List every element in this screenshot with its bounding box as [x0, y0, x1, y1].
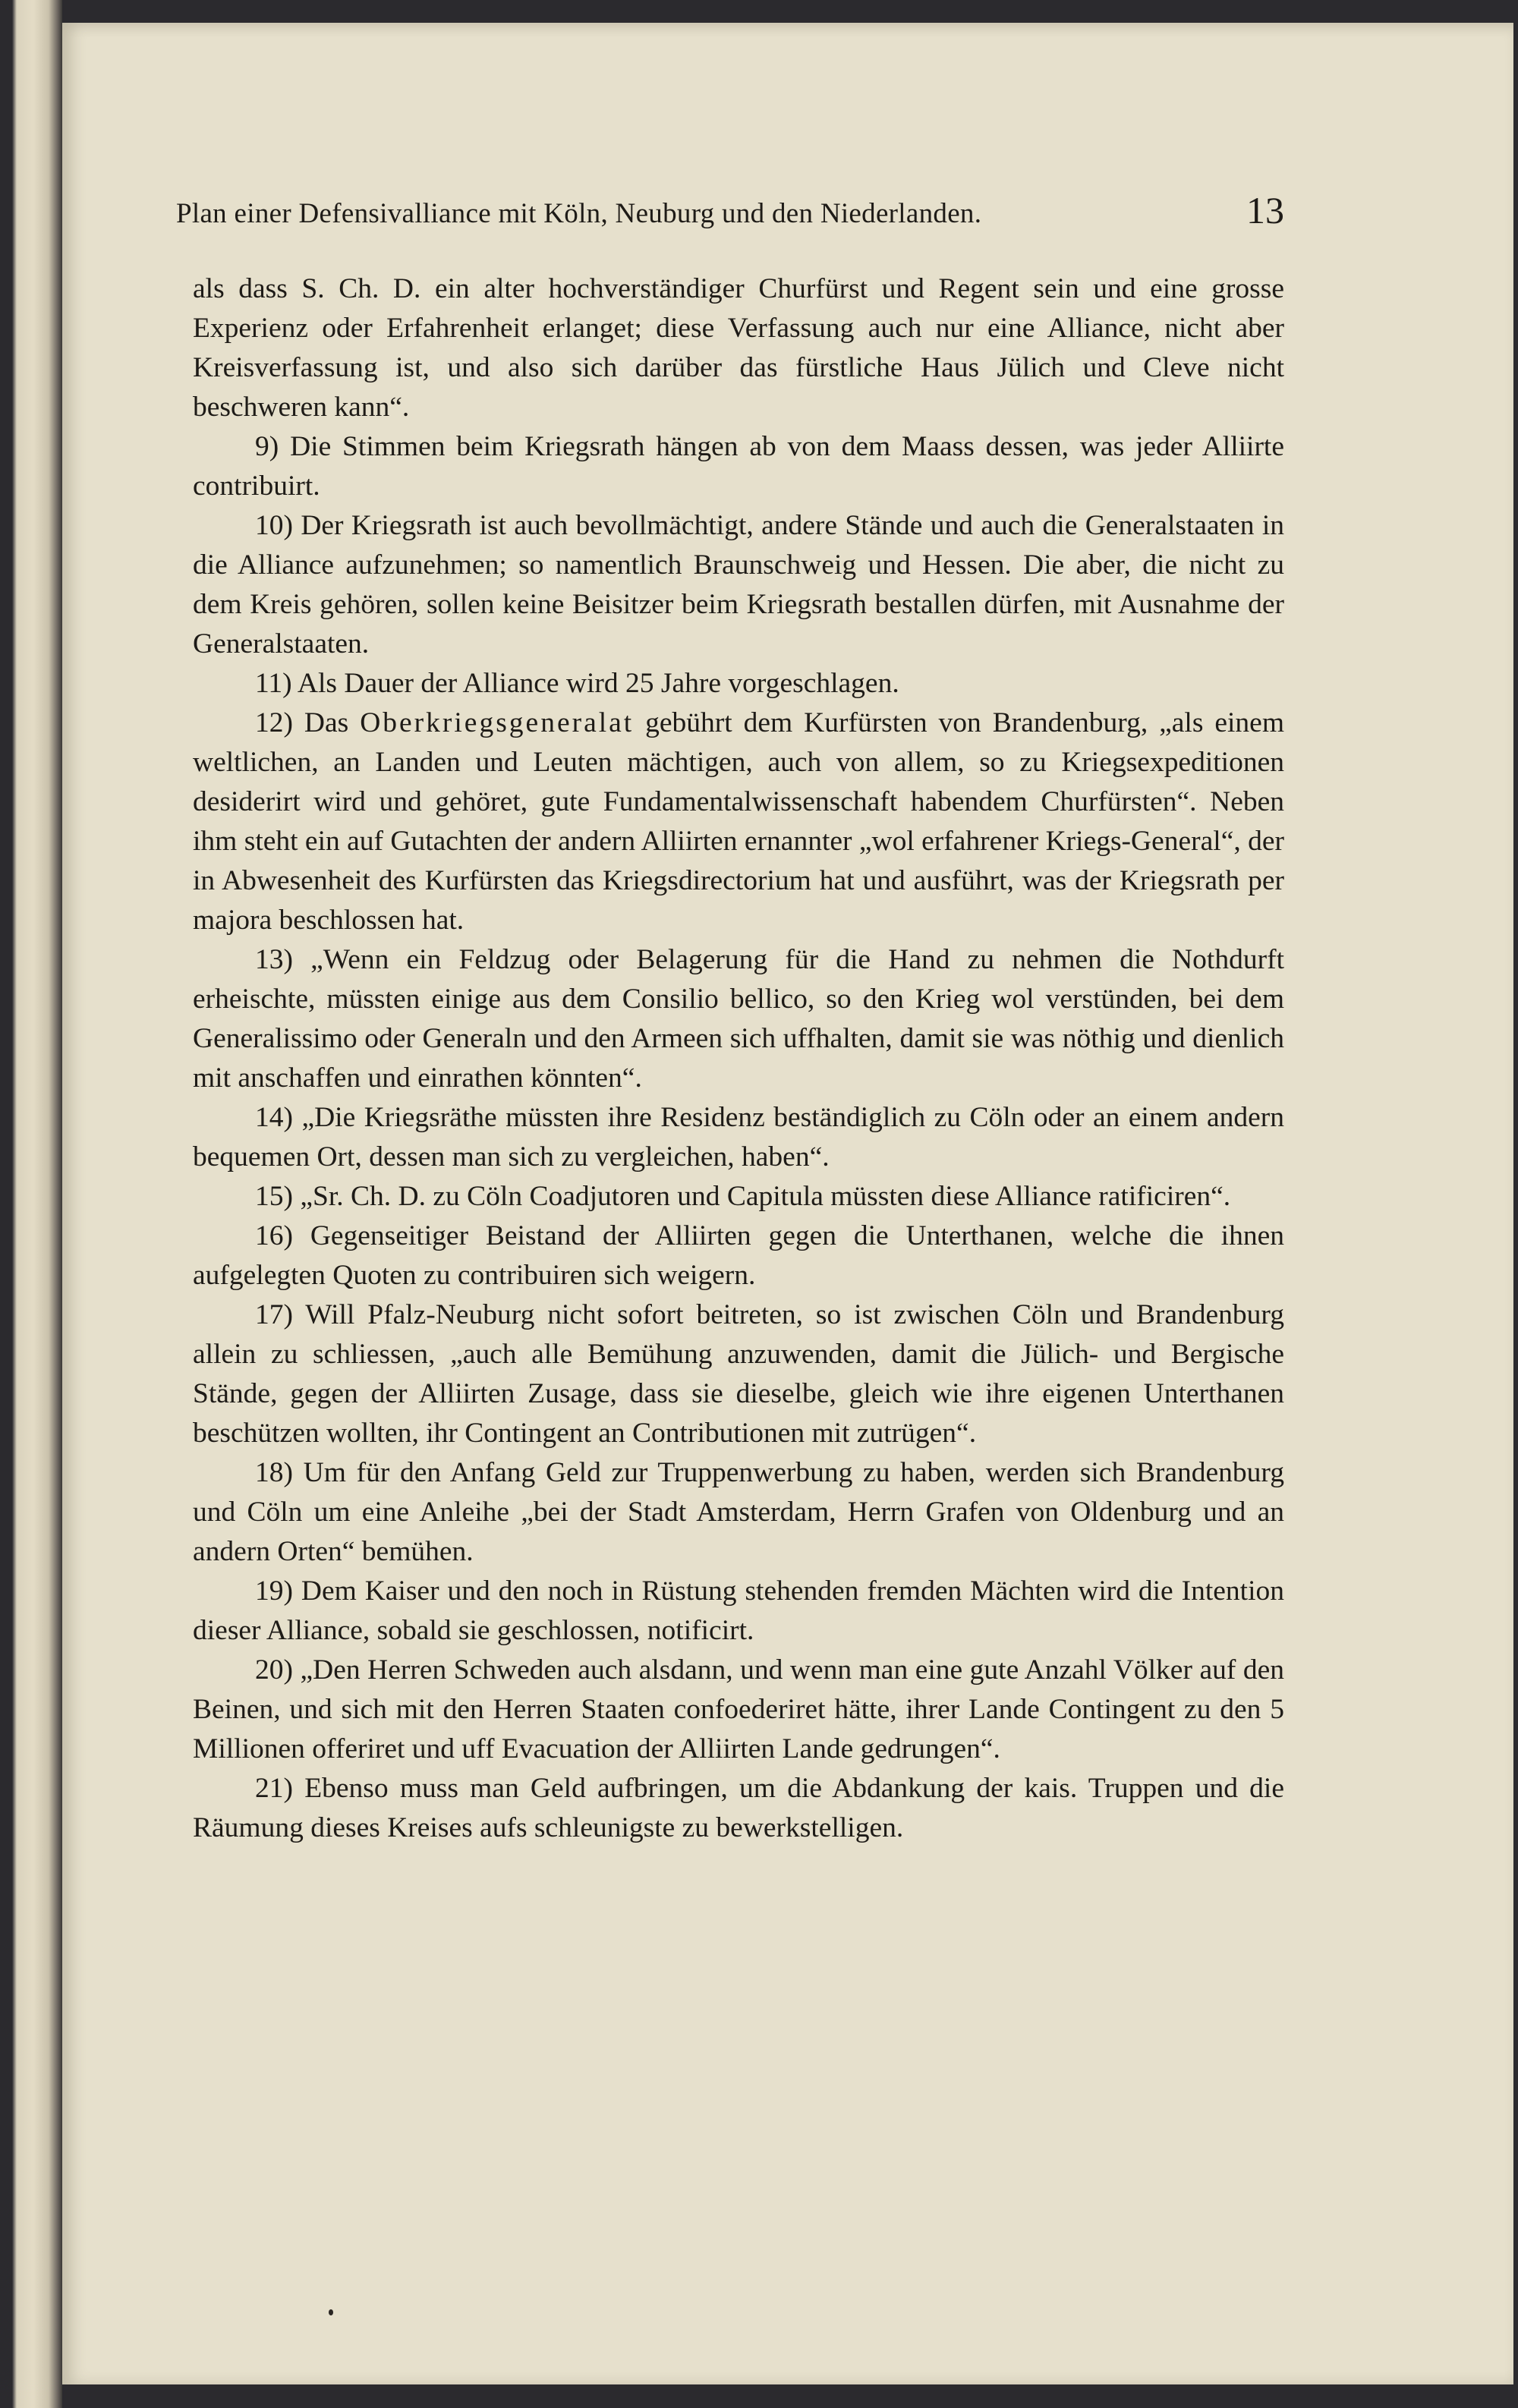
paragraph-item-17: 17) Will Pfalz-Neuburg nicht sofort beitreten, so ist zwischen Cöln und Brandenburg allein zu schliessen, „auch alle Bemühung anzuwenden, damit die Jülich- und Bergische Stände, gegen der Alliirten Zusage, dass sie dieselbe, gleich wie ihre eigenen Unterthanen beschützen wollten, ihr Contingent an Contributionen mit zutrügen“. [193, 1299, 1284, 1449]
page-number: 13 [1246, 189, 1284, 231]
paragraph-item-12-rest: gebührt dem Kurfürsten von Brandenburg, „als einem weltlichen, an Landen und Leuten mächtigen, auch von allem, so zu Kriegsexpeditionen desiderirt wird und gehöret, gute Fundamentalwissenschaft habendem Churfürsten“. Neben ihm steht ein auf Gutachten der andern Alliirten ernannter „wol erfahrener Kriegs-General“, der in Abwesenheit des Kurfürsten das Kriegsdirectorium hat und ausführt, was der Kriegsrath per majora beschlossen hat. [193, 707, 1284, 936]
paragraph-continuation: als dass S. Ch. D. ein alter hochverständiger Churfürst und Regent sein und eine grosse Experienz oder Erfahrenheit erlanget; diese Verfassung auch nur eine Alliance, nicht aber Kreisverfassung ist, und also sich darüber das fürstliche Haus Jülich und Cleve nicht beschweren kann“. [193, 273, 1284, 423]
paragraph-item-12-lead: 12) Das [255, 707, 361, 738]
body-text [193, 269, 1284, 1848]
paragraph-item-10: 10) Der Kriegsrath ist auch bevollmächtigt, andere Stände und auch die Generalstaaten in die Alliance aufzunehmen; so namentlich Braunschweig und Hessen. Die aber, die nicht zu dem Kreis gehören, sollen keine Beisitzer beim Kriegsrath bestallen dürfen, mit Ausnahme der Generalstaaten. [193, 510, 1284, 659]
paragraph-item-13: 13) „Wenn ein Feldzug oder Belagerung für die Hand zu nehmen die Nothdurft erheischte, müssten einige aus dem Consilio bellico, so den Krieg wol verstünden, bei dem Generalissimo oder Generaln und den Armeen sich uffhalten, damit sie was nöthig und dienlich mit anschaffen und einrathen könnten“. [193, 944, 1284, 1094]
paragraph-item-19: 19) Dem Kaiser und den noch in Rüstung stehenden fremden Mächten wird die Intention dieser Alliance, sobald sie geschlossen, notificirt. [193, 1575, 1284, 1646]
paragraph-item-9: 9) Die Stimmen beim Kriegsrath hängen ab von dem Maass dessen, was jeder Alliirte contribuirt. [193, 431, 1284, 502]
paragraph-item-11: 11) Als Dauer der Alliance wird 25 Jahre vorgeschlagen. [255, 668, 899, 699]
emphasized-term: Oberkriegsgeneralat [360, 707, 635, 738]
paragraph-item-16: 16) Gegenseitiger Beistand der Alliirten gegen die Unterthanen, welche die ihnen aufgelegten Quoten zu contribuiren sich weigern. [193, 1220, 1284, 1291]
paragraph-item-21: 21) Ebenso muss man Geld aufbringen, um die Abdankung der kais. Truppen und die Räumung dieses Kreises aufs schleunigste zu bewerkstelligen. [193, 1773, 1284, 1843]
paragraph-item-15: 15) „Sr. Ch. D. zu Cöln Coadjutoren und Capitula müssten diese Alliance ratificiren“. [255, 1181, 1231, 1212]
running-title: Plan einer Defensivalliance mit Köln, Neuburg und den Niederlanden. [176, 198, 982, 229]
page-header [176, 182, 1284, 243]
paragraph-item-20: 20) „Den Herren Schweden auch alsdann, und wenn man eine gute Anzahl Völker auf den Beinen, und sich mit den Herren Staaten confoederiret hätte, ihrer Lande Contingent zu den 5 Millionen offeriret und uff Evacuation der Alliirten Lande gedrungen“. [193, 1654, 1284, 1764]
paragraph-item-12 [193, 704, 1284, 940]
left-page-edge [0, 0, 62, 2408]
paragraph-item-18: 18) Um für den Anfang Geld zur Truppenwerbung zu haben, werden sich Brandenburg und Cöln um eine Anleihe „bei der Stadt Amsterdam, Herrn Grafen von Oldenburg und an andern Orten“ bemühen. [193, 1457, 1284, 1567]
paragraph-item-14: 14) „Die Kriegsräthe müssten ihre Residenz beständiglich zu Cöln oder an einem andern bequemen Ort, dessen man sich zu vergleichen, haben“. [193, 1102, 1284, 1173]
ink-speck [329, 2309, 333, 2315]
